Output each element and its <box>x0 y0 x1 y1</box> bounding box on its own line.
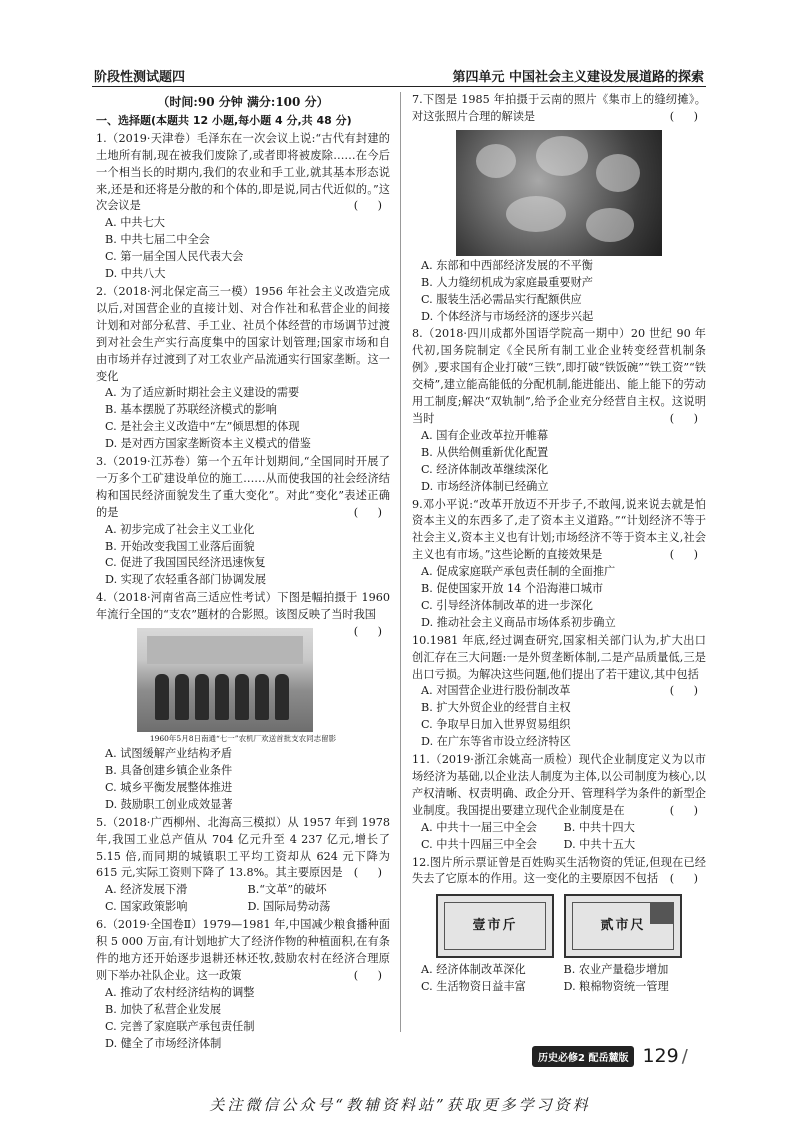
option[interactable]: A. 国有企业改革拉开帷幕 <box>421 428 549 442</box>
question-stem: 10.1981 年底,经过调查研究,国家相关部门认为,扩大出口创汇存在三大问题:一是外贸垄断体制,二是产品质量低,三是出口亏损。为解决这些问题,他们提出了若干建议,其中包括 <box>412 633 706 681</box>
question-stem: 9.邓小平说:“改革开放迈不开步子,不敢闯,说来说去就是怕资本主义的东西多了,走了资本主义道路。”“计划经济不等于社会主义,资本主义也有计划;市场经济不等于资本主义,社会主义也有市场。”这些论断的直接效果是 <box>412 497 706 562</box>
option[interactable]: C. 服装生活必需品实行配额供应 <box>421 292 582 306</box>
answer-blank[interactable]: ( ) <box>669 803 706 817</box>
option[interactable]: C. 城乡平衡发展整体推进 <box>105 780 233 794</box>
unit-title: 第四单元 中国社会主义建设发展道路的探索 <box>452 70 704 85</box>
option[interactable]: A. 中共七大 <box>105 216 165 230</box>
option[interactable]: A. 初步完成了社会主义工业化 <box>105 522 255 536</box>
option[interactable]: C. 是社会主义改造中“左”倾思想的体现 <box>105 420 300 434</box>
question-stem: 6.（2019·全国卷Ⅱ）1979—1981 年,中国减少粮食播种面积 5 000 万亩,有计划地扩大了经济作物的种植面积,在有条件的地方还开始逐步退耕还林还牧,鼓励农村在经济合理原则下举办社队企业。这一政策 <box>96 918 390 982</box>
answer-blank[interactable]: ( ) <box>353 866 390 880</box>
option[interactable]: A. 东部和中西部经济发展的不平衡 <box>421 258 593 272</box>
page-header <box>0 0 800 90</box>
option[interactable]: B.“文革”的破坏 <box>247 883 327 897</box>
page-slash: / <box>681 1045 688 1067</box>
option[interactable]: C. 国家政策影响 <box>105 900 188 914</box>
option[interactable]: D. 中共八大 <box>105 267 166 281</box>
option[interactable]: C. 生活物资日益丰富 <box>421 980 526 994</box>
question-5 <box>96 815 390 916</box>
option[interactable]: D. 中共十五大 <box>563 837 636 851</box>
option[interactable]: B. 加快了私营企业发展 <box>105 1002 222 1016</box>
option[interactable]: A. 经济发展下滑 <box>105 883 188 897</box>
answer-blank[interactable]: ( ) <box>353 968 390 982</box>
option[interactable]: A. 试图缓解产业结构矛盾 <box>105 747 233 761</box>
question-stem: 12.图片所示票证曾是百姓购买生活物资的凭证,但现在已经失去了它原本的作用。这一变化的主要原因不包括 <box>412 855 706 886</box>
option[interactable]: C. 争取早日加入世界贸易组织 <box>421 718 571 732</box>
photo-caption: 1960年5月8日南通“七一”农机厂欢送首批支农同志留影 <box>149 734 337 744</box>
option[interactable]: A. 促成家庭联产承包责任制的全面推广 <box>421 565 616 579</box>
option[interactable]: D. 国际局势动荡 <box>247 900 331 914</box>
question-stem: 3.（2019·江苏卷）第一个五年计划期间,“全国同时开展了一万多个工矿建设单位的施工……从而使我国的社会经济结构和国民经济面貌发生了重大变化”。对此“变化”表述正确的是 <box>96 455 390 519</box>
option[interactable]: B. 促使国家开放 14 个沿海港口城市 <box>421 582 604 596</box>
question-9 <box>412 497 706 632</box>
question-6 <box>96 917 390 1052</box>
option[interactable]: B. 中共十四大 <box>563 820 635 834</box>
option[interactable]: A. 中共十一届三中全会 <box>421 820 537 834</box>
header-rule <box>92 86 706 87</box>
ticket-label: 壹市斤 <box>444 902 546 950</box>
option[interactable]: B. 开始改变我国工业落后面貌 <box>105 539 255 553</box>
question-stem: 2.（2018·河北保定高三一模）1956 年社会主义改造完成以后,对国营企业的直接计划、对合作社和私营企业的间接计划和对部分私营、手工业、社员个体经营的市场调节过渡到对社会生产实行高度集中的国家计划管理;国家市场和自由市场并存过渡到了对工农业产品流通实行国家垄断。这一变化 <box>96 284 390 383</box>
option[interactable]: B. 扩大外贸企业的经营自主权 <box>421 701 571 715</box>
subject-label: 历史必修2 配岳麓版 <box>532 1046 634 1067</box>
option[interactable]: D. 鼓励职工创业成效显著 <box>105 797 233 811</box>
page-number: 129 <box>642 1045 679 1067</box>
question-3 <box>96 454 390 589</box>
option[interactable]: C. 中共十四届三中全会 <box>421 837 537 851</box>
question-12 <box>412 855 706 997</box>
option[interactable]: B. 具备创建乡镇企业条件 <box>105 764 233 777</box>
question-stem: 7.下图是 1985 年拍摄于云南的照片《集市上的缝纫摊》。对这张照片合理的解读是 <box>412 93 706 123</box>
option[interactable]: C. 引导经济体制改革的进一步深化 <box>421 598 593 612</box>
question-stem: 8.（2018·四川成都外国语学院高一期中）20 世纪 90 年代初,国务院制定《全民所有制工业企业转变经营机制条例》,要求国有企业打破“三铁”,即打破“铁饭碗”“铁工资”“铁交椅”,建立能高能低的分配机制,能进能出、能上能下的劳动用工制度;解决“双轨制”,给予企业充分经营自主权。这说明当时 <box>412 327 706 425</box>
column-divider <box>400 92 401 1032</box>
question-10 <box>412 633 706 751</box>
footer-badge <box>532 1045 688 1067</box>
right-column <box>412 92 706 997</box>
option[interactable]: D. 粮棉物资统一管理 <box>563 980 669 994</box>
question-stem: 5.（2018·广西柳州、北海高三模拟）从 1957 年到 1978 年,我国工业总产值从 704 亿元升至 4 237 亿元,增长了 5.15 倍,而同期的城镇职工平均工资却从 624 元下降为 615 元,实际工资则下降了 13.8%。其主要原因是 <box>96 815 390 880</box>
group-photo-1960 <box>137 628 313 732</box>
grain-ticket-image <box>436 894 554 958</box>
question-4 <box>96 590 390 813</box>
option[interactable]: B. 从供给侧重新优化配置 <box>421 445 549 459</box>
option[interactable]: D. 推动社会主义商品市场体系初步确立 <box>421 615 616 629</box>
answer-blank[interactable]: ( ) <box>353 505 390 519</box>
option[interactable]: D. 实现了农轻重各部门协调发展 <box>105 573 267 587</box>
option[interactable]: A. 为了适应新时期社会主义建设的需要 <box>105 386 300 400</box>
option[interactable]: D. 个体经济与市场经济的逐步兴起 <box>421 309 594 323</box>
option[interactable]: D. 是对西方国家垄断资本主义模式的借鉴 <box>105 437 311 451</box>
option[interactable]: D. 健全了市场经济体制 <box>105 1036 222 1050</box>
question-1 <box>96 131 390 283</box>
question-7 <box>412 92 706 325</box>
answer-blank[interactable]: ( ) <box>669 548 706 562</box>
option[interactable]: D. 市场经济体制已经确立 <box>421 479 549 493</box>
option[interactable]: B. 人力缝纫机成为家庭最重要财产 <box>421 275 593 289</box>
option[interactable]: B. 基本摆脱了苏联经济模式的影响 <box>105 403 277 417</box>
time-score-line: （时间:90 分钟 满分:100 分） <box>157 95 329 109</box>
footer-promo-text: 关注微信公众号“教辅资料站”获取更多学习资料 <box>209 1096 591 1114</box>
question-11 <box>412 752 706 853</box>
option[interactable]: A. 经济体制改革深化 <box>421 963 526 977</box>
option[interactable]: D. 在广东等省市设立经济特区 <box>421 735 571 749</box>
test-title: 阶段性测试题四 <box>94 70 186 85</box>
question-8 <box>412 326 706 495</box>
question-stem: 11.（2019·浙江余姚高一质检）现代企业制度定义为以市场经济为基础,以企业法人制度为主体,以公司制度为核心,以产权清晰、权责明确、政企分开、管理科学为条件的新型企业制度。我国提出要建立现代企业制度是在 <box>412 753 706 817</box>
option[interactable]: C. 第一届全国人民代表大会 <box>105 250 244 264</box>
question-stem: 4.（2018·河南省高三适应性考试）下图是幅拍摄于 1960 年流行全国的“支农”题材的合影照。该图反映了当时我国 <box>96 591 390 622</box>
option[interactable]: B. 农业产量稳步增加 <box>563 963 669 977</box>
ration-tickets <box>412 894 706 958</box>
answer-blank[interactable]: ( ) <box>353 199 390 213</box>
section-heading: 一、选择题(本题共 12 小题,每小题 4 分,共 48 分) <box>96 113 352 127</box>
option[interactable]: A. 对国营企业进行股份制改革 <box>421 684 571 698</box>
option[interactable]: C. 完善了家庭联产承包责任制 <box>105 1019 255 1033</box>
answer-blank[interactable]: ( ) <box>669 109 706 123</box>
option[interactable]: B. 中共七届二中全会 <box>105 233 210 247</box>
option[interactable]: C. 经济体制改革继续深化 <box>421 462 549 476</box>
question-stem: 1.（2019·天津卷）毛泽东在一次会议上说:“古代有封建的土地所有制,现在被我们废除了,或者即将被废除……在今后一个相当长的时期内,我们的农业和手工业,就其基本形态说来,还是和还将是分散的和个体的,即是说,同古代近似的。”这次会议是 <box>96 131 390 213</box>
cloth-ticket-image <box>564 894 682 958</box>
ticket-label: 贰市尺 <box>572 902 674 950</box>
option[interactable]: C. 促进了我国国民经济迅速恢复 <box>105 556 266 570</box>
answer-blank[interactable]: ( ) <box>669 684 706 698</box>
question-2 <box>96 284 390 453</box>
market-sewing-photo-1985 <box>456 130 662 256</box>
answer-blank[interactable]: ( ) <box>669 872 706 886</box>
left-column <box>96 92 390 1053</box>
option[interactable]: A. 推动了农村经济结构的调整 <box>105 985 255 999</box>
answer-blank[interactable]: ( ) <box>353 625 390 639</box>
answer-blank[interactable]: ( ) <box>669 411 706 425</box>
